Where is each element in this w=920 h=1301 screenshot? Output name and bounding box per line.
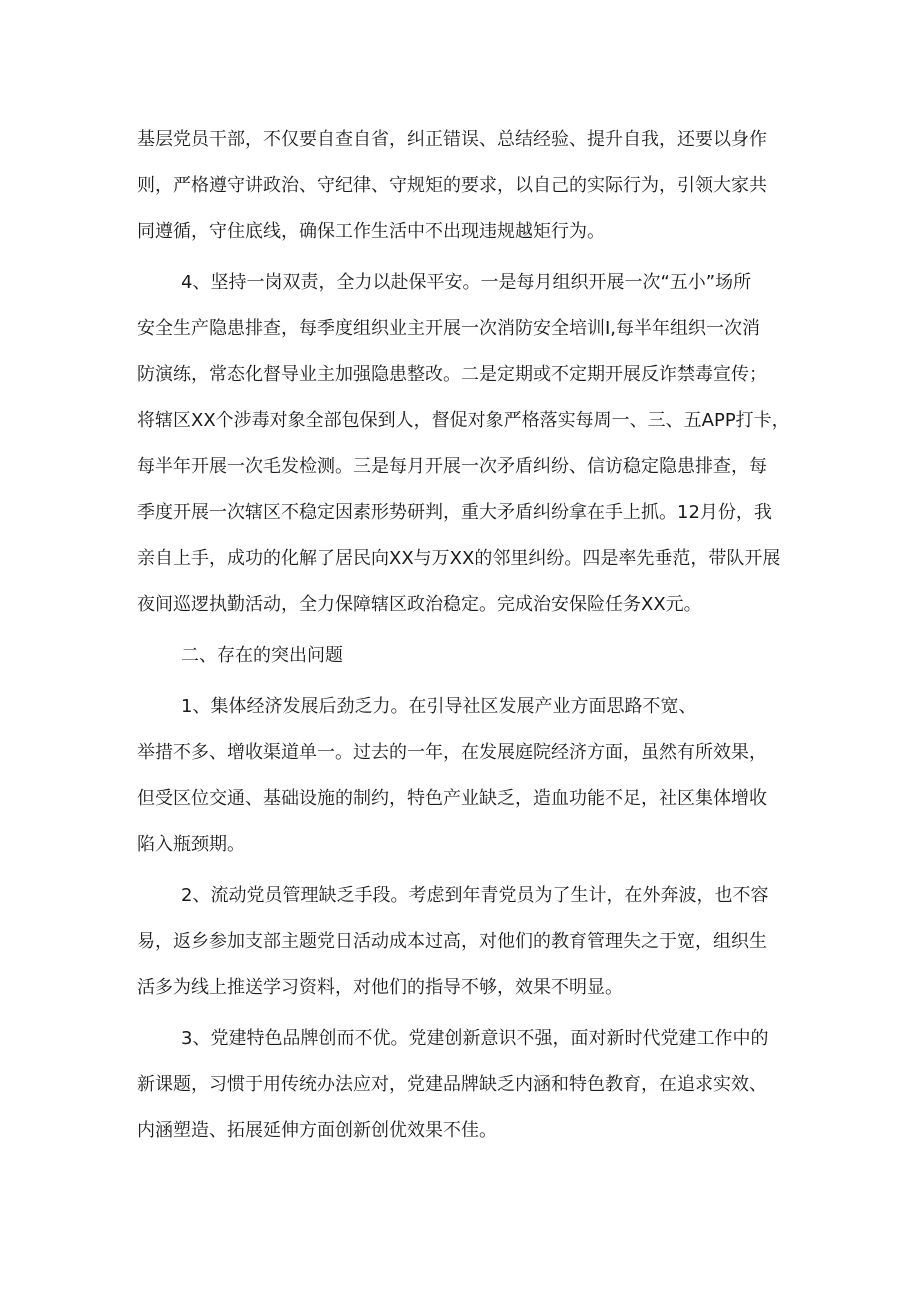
text-line: 每半年开展一次毛发检测。三是每月开展一次矛盾纠纷、信访稳定隐患排查，每 bbox=[137, 456, 767, 477]
text-line: 基层党员干部，不仅要自查自省，纠正错误、总结经验、提升自我，还要以身作 bbox=[137, 129, 767, 150]
document-body bbox=[137, 117, 797, 1154]
text-line: 将辖区XX个涉毒对象全部包保到人，督促对象严格落实每周一、三、五APP打卡， bbox=[137, 410, 790, 431]
text-line: 同遵循，守住底线，确保工作生活中不出现违规越矩行为。 bbox=[137, 221, 605, 242]
paragraph-safety-duty bbox=[137, 260, 797, 628]
paragraph-collective-economy bbox=[137, 684, 797, 868]
text-line: 季度开展一次辖区不稳定因素形势研判，重大矛盾纠纷拿在手上抓。12月份，我 bbox=[137, 502, 772, 523]
text-line: 2、流动党员管理缺乏手段。考虑到年青党员为了生计，在外奔波，也不容 bbox=[181, 885, 769, 906]
text-line: 防演练，常态化督导业主加强隐患整改。二是定期或不定期开展反诈禁毒宣传； bbox=[137, 364, 767, 385]
text-line: 陷入瓶颈期。 bbox=[137, 834, 245, 855]
text-line: 则，严格遵守讲政治、守纪律、守规矩的要求，以自己的实际行为，引领大家共 bbox=[137, 175, 767, 196]
paragraph-party-brand bbox=[137, 1016, 797, 1154]
heading-text: 二、存在的突出问题 bbox=[181, 645, 343, 666]
text-line: 内涵塑造、拓展延伸方面创新创优效果不佳。 bbox=[137, 1120, 497, 1141]
section-heading bbox=[137, 633, 797, 679]
paragraph-mobile-members bbox=[137, 873, 797, 1011]
text-line: 3、党建特色品牌创而不优。党建创新意识不强，面对新时代党建工作中的 bbox=[181, 1028, 769, 1049]
text-line: 但受区位交通、基础设施的制约，特色产业缺乏，造血功能不足，社区集体增收 bbox=[137, 788, 767, 809]
text-line: 举措不多、增收渠道单一。过去的一年，在发展庭院经济方面，虽然有所效果， bbox=[137, 742, 767, 763]
text-line: 1、集体经济发展后劲乏力。在引导社区发展产业方面思路不宽、 bbox=[181, 696, 697, 717]
text-line: 夜间巡逻执勤活动，全力保障辖区政治稳定。完成治安保险任务XX元。 bbox=[137, 594, 702, 615]
text-line: 安全生产隐患排查，每季度组织业主开展一次消防安全培训I,每半年组织一次消 bbox=[137, 318, 761, 339]
text-line: 4、坚持一岗双责，全力以赴保平安。一是每月组织开展一次“五小”场所 bbox=[181, 272, 752, 293]
text-line: 易，返乡参加支部主题党日活动成本过高，对他们的教育管理失之于宽，组织生 bbox=[137, 931, 767, 952]
text-line: 新课题，习惯于用传统办法应对，党建品牌缺乏内涵和特色教育，在追求实效、 bbox=[137, 1074, 767, 1095]
text-line: 亲自上手，成功的化解了居民向XX与万XX的邻里纠纷。四是率先垂范，带队开展 bbox=[137, 548, 781, 569]
paragraph-self-discipline bbox=[137, 117, 797, 255]
text-line: 活多为线上推送学习资料，对他们的指导不够，效果不明显。 bbox=[137, 977, 623, 998]
